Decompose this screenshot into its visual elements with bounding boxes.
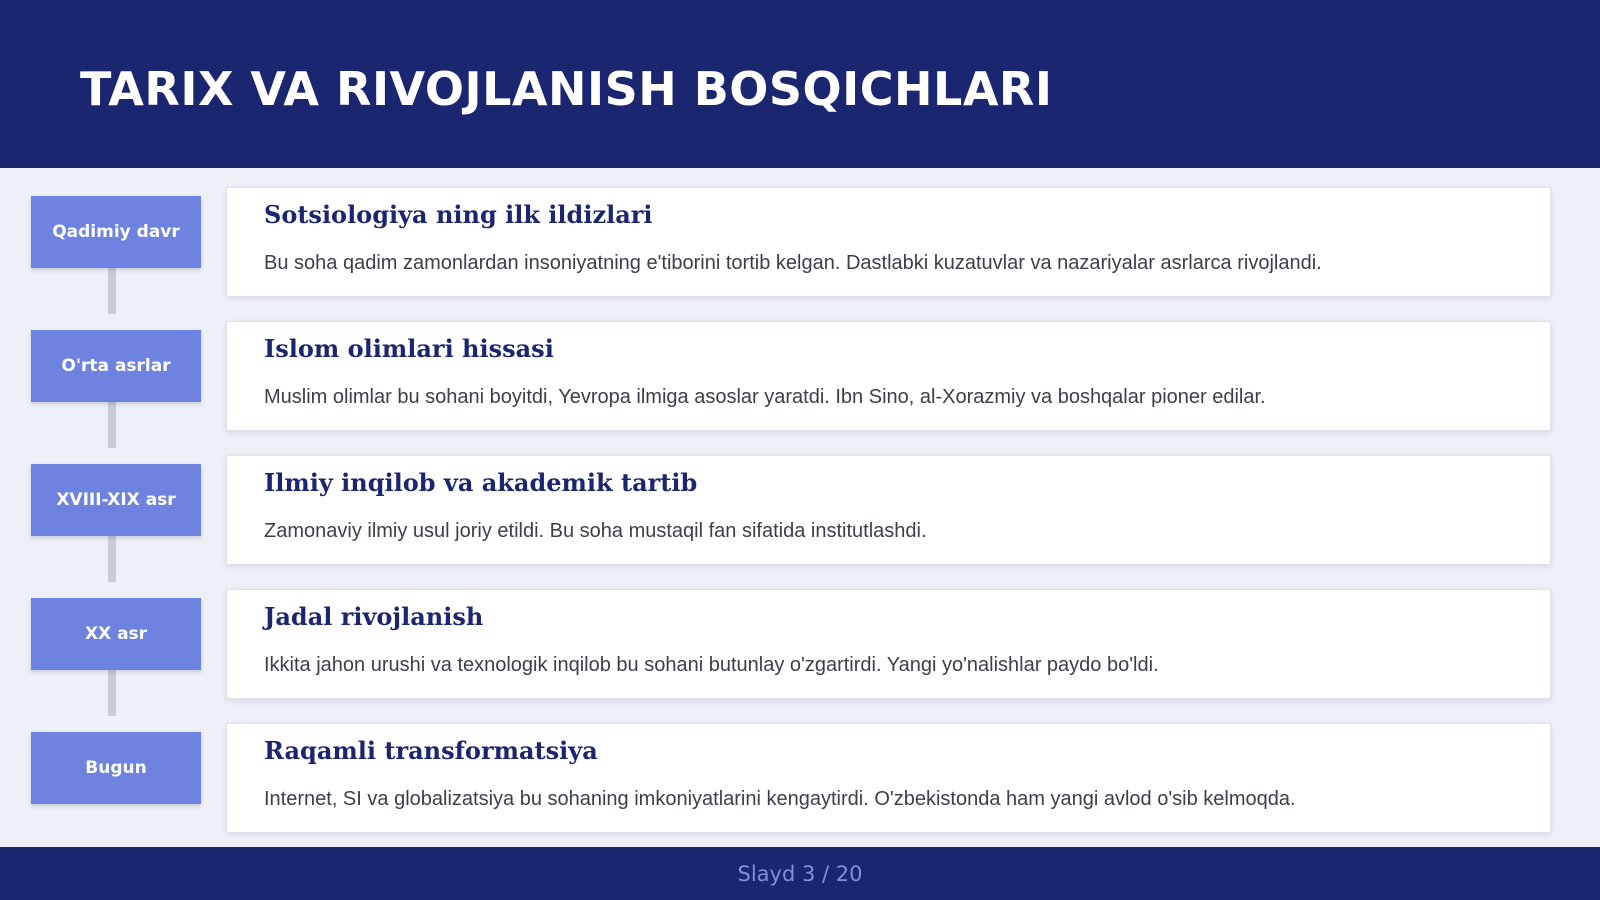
card-description: Ikkita jahon urushi va texnologik inqilob bu sohani butunlay o'zgartirdi. Yangi yo'nalishlar paydo bo'ldi.: [264, 654, 1159, 676]
card-description: Muslim olimlar bu sohani boyitdi, Yevropa ilmiga asoslar yaratdi. Ibn Sino, al-Xorazmiy va boshqalar pioner edilar.: [264, 386, 1266, 408]
slide-title: TARIX VA RIVOJLANISH BOSQICHLARI: [80, 62, 1053, 116]
timeline-connector: [108, 264, 116, 314]
timeline-connector: [108, 666, 116, 716]
timeline-connector: [108, 398, 116, 448]
timeline-card: [226, 589, 1551, 699]
period-label: O'rta asrlar: [31, 330, 201, 402]
card-title: Ilmiy inqilob va akademik tartib: [264, 468, 698, 497]
card-title: Islom olimlari hissasi: [264, 334, 554, 363]
card-description: Internet, SI va globalizatsiya bu sohaning imkoniyatlarini kengaytirdi. O'zbekistonda ham yangi avlod o'sib kelmoqda.: [264, 788, 1296, 810]
card-description: Bu soha qadim zamonlardan insoniyatning e'tiborini tortib kelgan. Dastlabki kuzatuvlar va nazariyalar asrlarca rivojlandi.: [264, 252, 1322, 274]
timeline-card: [226, 723, 1551, 833]
card-title: Raqamli transformatsiya: [264, 736, 598, 765]
slide-footer: [0, 847, 1600, 900]
card-title: Sotsiologiya ning ilk ildizlari: [264, 200, 653, 229]
card-description: Zamonaviy ilmiy usul joriy etildi. Bu soha mustaqil fan sifatida institutlashdi.: [264, 520, 927, 542]
timeline-card: [226, 455, 1551, 565]
card-title: Jadal rivojlanish: [264, 602, 484, 631]
slide-header: [0, 0, 1600, 168]
timeline-card: [226, 187, 1551, 297]
timeline-connector: [108, 532, 116, 582]
period-label: XVIII-XIX asr: [31, 464, 201, 536]
period-label: Bugun: [31, 732, 201, 804]
timeline-card: [226, 321, 1551, 431]
slide-counter: Slayd 3 / 20: [737, 861, 863, 886]
period-label: Qadimiy davr: [31, 196, 201, 268]
period-label: XX asr: [31, 598, 201, 670]
timeline: [0, 168, 1600, 847]
